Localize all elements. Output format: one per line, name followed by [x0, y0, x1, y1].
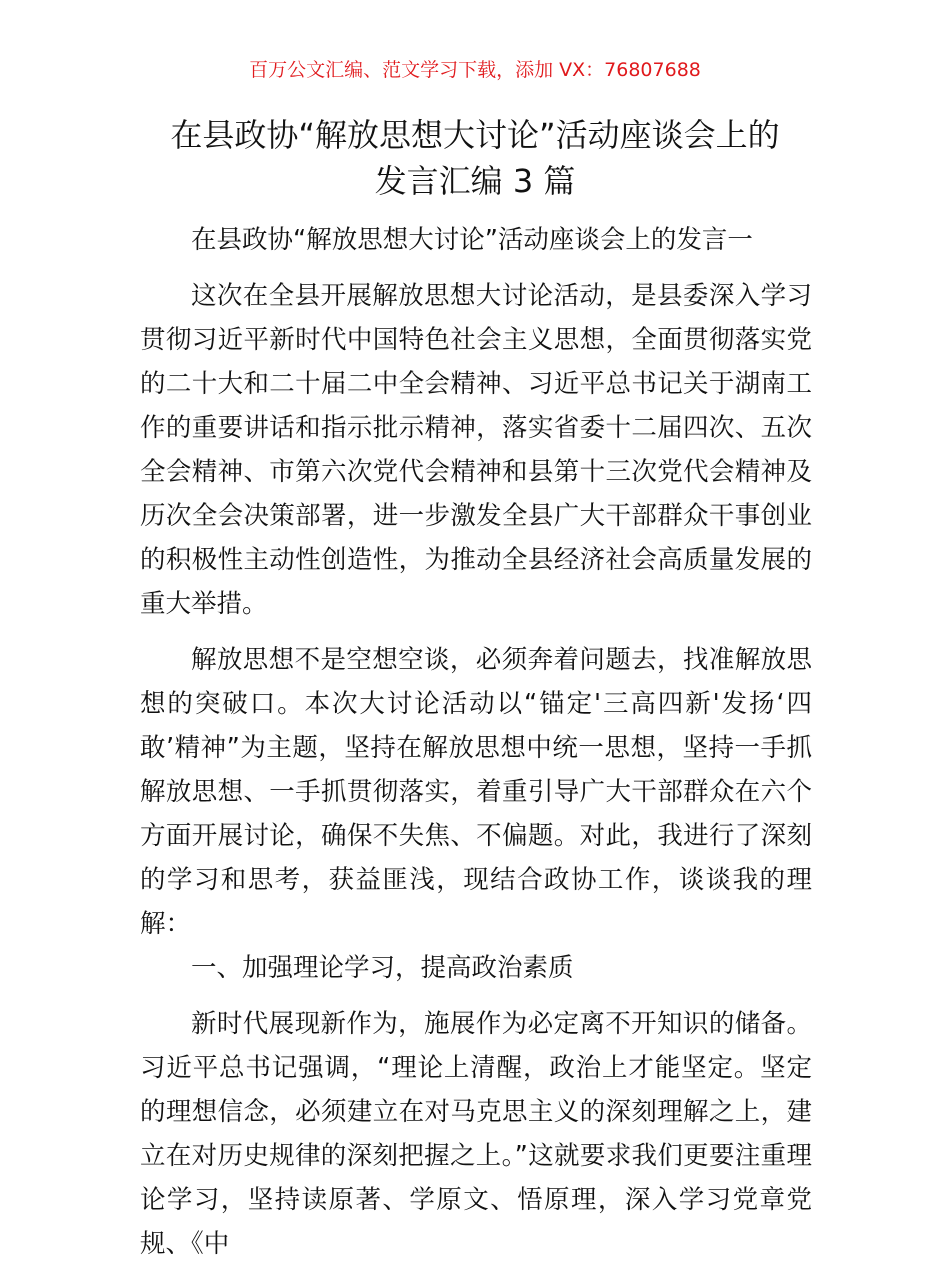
section-title: 在县政协“解放思想大讨论”活动座谈会上的发言一: [191, 225, 753, 255]
document-title: [120, 112, 830, 204]
title-line-2: 发言汇编 3 篇: [374, 162, 576, 200]
subheading-1: 一、加强理论学习，提高政治素质: [191, 953, 574, 983]
header-banner: 百万公文汇编、范文学习下载，添加 VX：76807688: [249, 59, 701, 81]
title-line-1: 在县政协“解放思想大讨论”活动座谈会上的: [170, 116, 780, 154]
paragraph-1: 这次在全县开展解放思想大讨论活动，是县委深入学习贯彻习近平新时代中国特色社会主义思想，全面贯彻落实党的二十大和二十届二中全会精神、习近平总书记关于湖南工作的重要讲话和指示批示精神，落实省委十二届四次、五次全会精神、市第六次党代会精神和县第十三次党代会精神及历次全会决策部署，进一步激发全县广大干部群众干事创业的积极性主动性创造性，为推动全县经济社会高质量发展的重大举措。: [140, 281, 812, 619]
paragraph-2: 解放思想不是空想空谈，必须奔着问题去，找准解放思想的突破口。本次大讨论活动以“锚定'三高四新'发扬‘四敢’精神”为主题，坚持在解放思想中统一思想，坚持一手抓解放思想、一手抓贯彻落实，着重引导广大干部群众在六个方面开展讨论，确保不失焦、不偏题。对此，我进行了深刻的学习和思考，获益匪浅，现结合政协工作，谈谈我的理解：: [140, 645, 812, 939]
paragraph-3: 新时代展现新作为，施展作为必定离不开知识的储备。习近平总书记强调，“理论上清醒，政治上才能坚定。坚定的理想信念，必须建立在对马克思主义的深刻理解之上，建立在对历史规律的深刻把握之上。”这就要求我们更要注重理论学习，坚持读原著、学原文、悟原理，深入学习党章党规、《中: [140, 1009, 812, 1259]
document-body: [140, 218, 812, 1266]
